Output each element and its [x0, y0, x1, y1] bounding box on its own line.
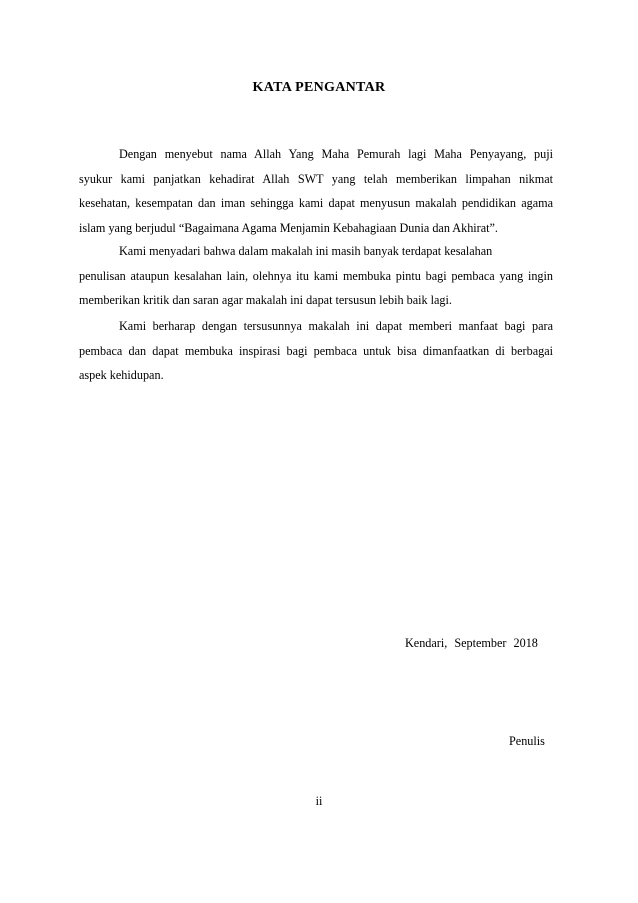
paragraph-line: syukur kami panjatkan kehadirat Allah SWT yang telah memberikan limpahan nikmat — [79, 171, 553, 186]
paragraph-line: memberikan kritik dan saran agar makalah ini dapat tersusun lebih baik lagi. — [79, 293, 452, 307]
paragraph-line: kesehatan, kesempatan dan iman sehingga kami dapat menyusun makalah pendidikan agama — [79, 196, 553, 210]
place-date: Kendari, September 2018 — [405, 636, 538, 650]
paragraph-line: aspek kehidupan. — [79, 368, 164, 382]
paragraph-apology — [79, 239, 553, 313]
author-signature: Penulis — [509, 734, 545, 748]
page-number: ii — [315, 794, 323, 808]
page-title: KATA PENGANTAR — [252, 80, 386, 95]
paragraph-line: penulisan ataupun kesalahan lain, olehnya itu kami membuka pintu bagi pembaca yang ingin — [79, 268, 553, 283]
paragraph-line: Kami berharap dengan tersusunnya makalah ini dapat memberi manfaat bagi para — [119, 319, 553, 333]
paragraph-line: Kami menyadari bahwa dalam makalah ini masih banyak terdapat kesalahan — [119, 244, 493, 258]
paragraph-opening — [79, 142, 553, 240]
paragraph-line: Dengan menyebut nama Allah Yang Maha Pemurah lagi Maha Penyayang, puji — [119, 147, 553, 161]
paragraph-line: islam yang berjudul “Bagaimana Agama Menjamin Kebahagiaan Dunia dan Akhirat”. — [79, 220, 498, 235]
paragraph-line: pembaca dan dapat membuka inspirasi bagi pembaca untuk bisa dimanfaatkan di berbagai — [79, 343, 553, 358]
paragraph-hope — [79, 314, 553, 388]
